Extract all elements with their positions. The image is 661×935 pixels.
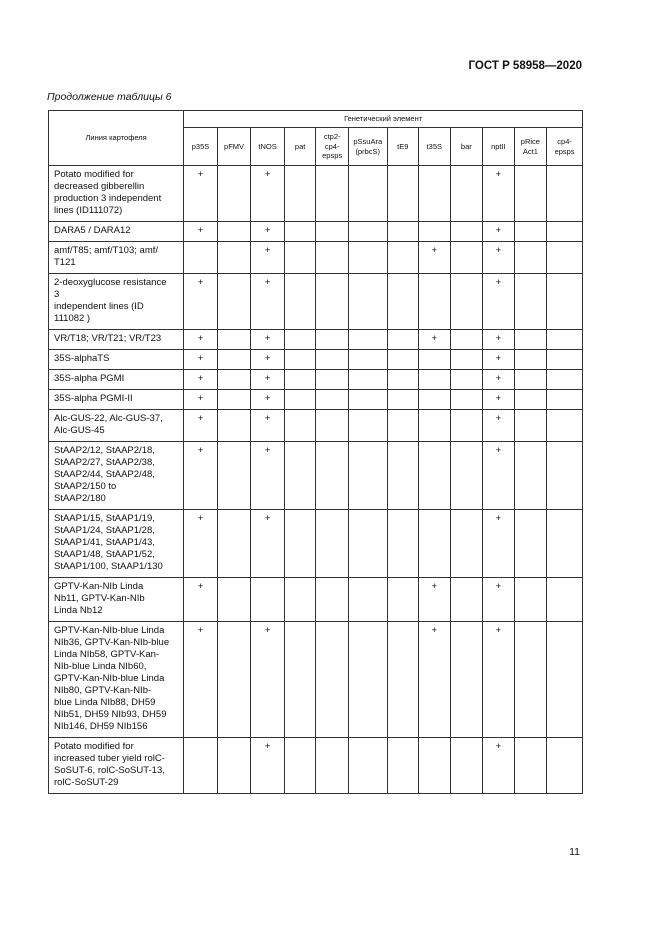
potato-line-header: Линия картофеля (49, 111, 184, 166)
element-presence-cell (547, 370, 583, 390)
element-presence-cell (387, 442, 419, 510)
element-presence-cell (547, 578, 583, 622)
element-presence-cell (514, 510, 547, 578)
element-presence-cell (419, 222, 451, 242)
element-presence-cell (348, 222, 387, 242)
element-presence-cell (387, 578, 419, 622)
element-presence-cell (316, 350, 349, 370)
column-header: bar (450, 128, 483, 166)
page-number: 11 (569, 846, 580, 858)
element-presence-cell: + (483, 390, 515, 410)
element-presence-cell (547, 390, 583, 410)
element-presence-cell (217, 622, 251, 738)
table-body (49, 166, 583, 794)
element-presence-cell: + (419, 622, 451, 738)
element-presence-cell (450, 738, 483, 794)
element-presence-cell (450, 410, 483, 442)
element-presence-cell: + (483, 510, 515, 578)
table-row (49, 274, 583, 330)
element-presence-cell (284, 622, 316, 738)
element-presence-cell (217, 390, 251, 410)
element-presence-cell (514, 410, 547, 442)
element-presence-cell: + (419, 578, 451, 622)
element-presence-cell (514, 222, 547, 242)
potato-line-name: VR/T18; VR/T21; VR/T23 (49, 330, 184, 350)
element-presence-cell (450, 274, 483, 330)
element-presence-cell: + (483, 410, 515, 442)
element-presence-cell (514, 242, 547, 274)
table-row (49, 510, 583, 578)
element-presence-cell (547, 242, 583, 274)
element-presence-cell: + (483, 242, 515, 274)
element-presence-cell (316, 370, 349, 390)
element-presence-cell (450, 622, 483, 738)
element-presence-cell (514, 738, 547, 794)
element-presence-cell (387, 738, 419, 794)
element-presence-cell (316, 390, 349, 410)
element-presence-cell: + (251, 242, 285, 274)
table-row (49, 410, 583, 442)
element-presence-cell (387, 242, 419, 274)
element-presence-cell (450, 390, 483, 410)
element-presence-cell (514, 330, 547, 350)
element-presence-cell (387, 350, 419, 370)
table-row (49, 242, 583, 274)
element-presence-cell: + (483, 274, 515, 330)
potato-line-name: 35S-alpha PGMI-II (49, 390, 184, 410)
element-presence-cell (316, 410, 349, 442)
column-header: pSsuAra (prbcS) (348, 128, 387, 166)
element-presence-cell (284, 222, 316, 242)
element-presence-cell (387, 510, 419, 578)
element-presence-cell: + (184, 330, 218, 350)
element-presence-cell: + (184, 222, 218, 242)
element-presence-cell (284, 738, 316, 794)
element-presence-cell: + (184, 370, 218, 390)
element-presence-cell (284, 442, 316, 510)
element-presence-cell: + (184, 578, 218, 622)
element-presence-cell (547, 738, 583, 794)
element-presence-cell (419, 510, 451, 578)
standard-number: ГОСТ Р 58958—2020 (468, 60, 582, 72)
element-presence-cell: + (483, 330, 515, 350)
element-presence-cell (316, 578, 349, 622)
element-presence-cell (514, 166, 547, 222)
element-presence-cell (450, 510, 483, 578)
element-presence-cell: + (483, 738, 515, 794)
element-presence-cell (316, 510, 349, 578)
element-presence-cell: + (184, 622, 218, 738)
element-presence-cell (450, 442, 483, 510)
element-presence-cell (316, 442, 349, 510)
element-presence-cell: + (251, 166, 285, 222)
genetic-elements-table (48, 110, 583, 794)
element-presence-cell (217, 166, 251, 222)
potato-line-name: DARA5 / DARA12 (49, 222, 184, 242)
element-presence-cell (284, 274, 316, 330)
element-presence-cell (217, 738, 251, 794)
element-presence-cell: + (483, 622, 515, 738)
column-header: t35S (419, 128, 451, 166)
element-presence-cell (348, 738, 387, 794)
element-presence-cell (348, 166, 387, 222)
element-presence-cell: + (483, 166, 515, 222)
element-presence-cell (450, 222, 483, 242)
element-presence-cell (387, 370, 419, 390)
element-presence-cell: + (483, 370, 515, 390)
element-presence-cell (348, 242, 387, 274)
element-presence-cell: + (184, 390, 218, 410)
element-presence-cell (547, 510, 583, 578)
element-presence-cell (284, 578, 316, 622)
element-presence-cell: + (251, 510, 285, 578)
element-presence-cell (284, 350, 316, 370)
column-header: pFMV (217, 128, 251, 166)
element-presence-cell: + (251, 222, 285, 242)
element-presence-cell (514, 370, 547, 390)
potato-line-name: 35S-alphaTS (49, 350, 184, 370)
table-row (49, 166, 583, 222)
element-presence-cell (217, 330, 251, 350)
element-presence-cell (387, 274, 419, 330)
element-presence-cell (419, 370, 451, 390)
column-header: pRice Act1 (514, 128, 547, 166)
element-presence-cell: + (419, 242, 451, 274)
element-presence-cell: + (251, 442, 285, 510)
element-presence-cell: + (483, 350, 515, 370)
table-caption: Продолжение таблицы 6 (47, 91, 172, 103)
element-presence-cell: + (184, 410, 218, 442)
element-presence-cell (217, 442, 251, 510)
element-presence-cell (514, 390, 547, 410)
element-presence-cell (284, 370, 316, 390)
element-presence-cell (419, 166, 451, 222)
element-presence-cell (348, 442, 387, 510)
column-header: cp4- epsps (547, 128, 583, 166)
element-presence-cell: + (483, 442, 515, 510)
element-presence-cell (316, 738, 349, 794)
potato-line-name: GPTV-Kan-NIb-blue Linda NIb36, GPTV-Kan-NIb-blue Linda NIb58, GPTV-Kan- NIb-blue Linda NIb60, GPTV-Kan-NIb-blue Linda NIb80, GPTV-Kan-NIb- blue Linda NIb88, DH59 NIb51, DH59 NIb93, DH59 NIb146, DH59 NIb156 (49, 622, 184, 738)
element-presence-cell: + (251, 410, 285, 442)
column-header: ctp2- cp4- epsps (316, 128, 349, 166)
element-presence-cell (547, 330, 583, 350)
element-presence-cell (284, 390, 316, 410)
element-presence-cell (547, 274, 583, 330)
column-header: p35S (184, 128, 218, 166)
table-row (49, 330, 583, 350)
table-row (49, 350, 583, 370)
element-presence-cell (348, 350, 387, 370)
element-presence-cell (316, 622, 349, 738)
element-presence-cell (450, 370, 483, 390)
genetic-element-group-header: Генетический элемент (184, 111, 583, 128)
element-presence-cell (547, 442, 583, 510)
element-presence-cell (547, 350, 583, 370)
column-header: tNOS (251, 128, 285, 166)
element-presence-cell (419, 274, 451, 330)
column-header: nptII (483, 128, 515, 166)
element-presence-cell (419, 442, 451, 510)
element-presence-cell (387, 166, 419, 222)
element-presence-cell: + (251, 738, 285, 794)
element-presence-cell (217, 350, 251, 370)
potato-line-name: 35S-alpha PGMI (49, 370, 184, 390)
element-presence-cell (450, 350, 483, 370)
element-presence-cell (419, 390, 451, 410)
element-presence-cell (316, 274, 349, 330)
element-presence-cell (284, 242, 316, 274)
element-presence-cell (217, 222, 251, 242)
element-presence-cell (284, 330, 316, 350)
element-presence-cell: + (251, 330, 285, 350)
table-row (49, 442, 583, 510)
potato-line-name: Alc-GUS-22, Alc-GUS-37, Alc-GUS-45 (49, 410, 184, 442)
potato-line-name: Potato modified for increased tuber yield rolC- SoSUT-6, rolC-SoSUT-13, rolC-SoSUT-29 (49, 738, 184, 794)
element-presence-cell: + (483, 578, 515, 622)
element-presence-cell (387, 622, 419, 738)
element-presence-cell (514, 274, 547, 330)
column-header: pat (284, 128, 316, 166)
element-presence-cell (514, 442, 547, 510)
potato-line-name: StAAP1/15, StAAP1/19, StAAP1/24, StAAP1/28, StAAP1/41, StAAP1/43, StAAP1/48, StAAP1/52, StAAP1/100, StAAP1/130 (49, 510, 184, 578)
potato-line-name: Potato modified for decreased gibberellin production 3 independent lines (ID111072) (49, 166, 184, 222)
potato-line-name: GPTV-Kan-NIb Linda Nb11, GPTV-Kan-NIb Linda Nb12 (49, 578, 184, 622)
element-presence-cell: + (184, 510, 218, 578)
table-row (49, 738, 583, 794)
element-presence-cell (547, 410, 583, 442)
element-presence-cell (387, 390, 419, 410)
element-presence-cell: + (184, 442, 218, 510)
element-presence-cell (348, 330, 387, 350)
element-presence-cell (348, 390, 387, 410)
element-presence-cell (387, 222, 419, 242)
element-presence-cell (217, 510, 251, 578)
element-presence-cell (450, 242, 483, 274)
element-presence-cell (284, 510, 316, 578)
table-row (49, 622, 583, 738)
element-presence-cell (217, 274, 251, 330)
element-presence-cell: + (184, 350, 218, 370)
element-presence-cell (348, 510, 387, 578)
element-presence-cell: + (184, 166, 218, 222)
element-presence-cell (547, 222, 583, 242)
element-presence-cell (450, 166, 483, 222)
element-presence-cell: + (251, 390, 285, 410)
potato-line-name: StAAP2/12, StAAP2/18, StAAP2/27, StAAP2/38, StAAP2/44, StAAP2/48, StAAP2/150 to StAAP2/180 (49, 442, 184, 510)
element-presence-cell: + (251, 622, 285, 738)
element-presence-cell (514, 350, 547, 370)
element-presence-cell (251, 578, 285, 622)
element-presence-cell (419, 350, 451, 370)
element-presence-cell (284, 166, 316, 222)
element-presence-cell: + (419, 330, 451, 350)
element-presence-cell (514, 622, 547, 738)
element-presence-cell (217, 410, 251, 442)
element-presence-cell (348, 274, 387, 330)
element-presence-cell (348, 370, 387, 390)
table-row (49, 578, 583, 622)
element-presence-cell: + (483, 222, 515, 242)
potato-line-name: amf/T85; amf/T103; amf/ T121 (49, 242, 184, 274)
element-presence-cell (217, 242, 251, 274)
element-presence-cell (184, 738, 218, 794)
element-presence-cell (547, 166, 583, 222)
potato-line-name: 2-deoxyglucose resistance 3 independent lines (ID 111082 ) (49, 274, 184, 330)
element-presence-cell (348, 578, 387, 622)
column-header: tE9 (387, 128, 419, 166)
element-presence-cell (547, 622, 583, 738)
element-presence-cell (514, 578, 547, 622)
table-row (49, 370, 583, 390)
table-row (49, 390, 583, 410)
element-presence-cell: + (251, 350, 285, 370)
element-presence-cell (184, 242, 218, 274)
element-presence-cell (217, 370, 251, 390)
element-presence-cell (450, 578, 483, 622)
element-presence-cell: + (184, 274, 218, 330)
element-presence-cell (316, 166, 349, 222)
element-presence-cell (217, 578, 251, 622)
element-presence-cell (419, 410, 451, 442)
element-presence-cell (387, 330, 419, 350)
element-presence-cell (316, 222, 349, 242)
element-presence-cell: + (251, 274, 285, 330)
element-presence-cell: + (251, 370, 285, 390)
element-presence-cell (348, 622, 387, 738)
element-presence-cell (450, 330, 483, 350)
element-presence-cell (316, 242, 349, 274)
element-presence-cell (284, 410, 316, 442)
element-presence-cell (419, 738, 451, 794)
element-presence-cell (316, 330, 349, 350)
table-row (49, 222, 583, 242)
element-presence-cell (387, 410, 419, 442)
element-presence-cell (348, 410, 387, 442)
